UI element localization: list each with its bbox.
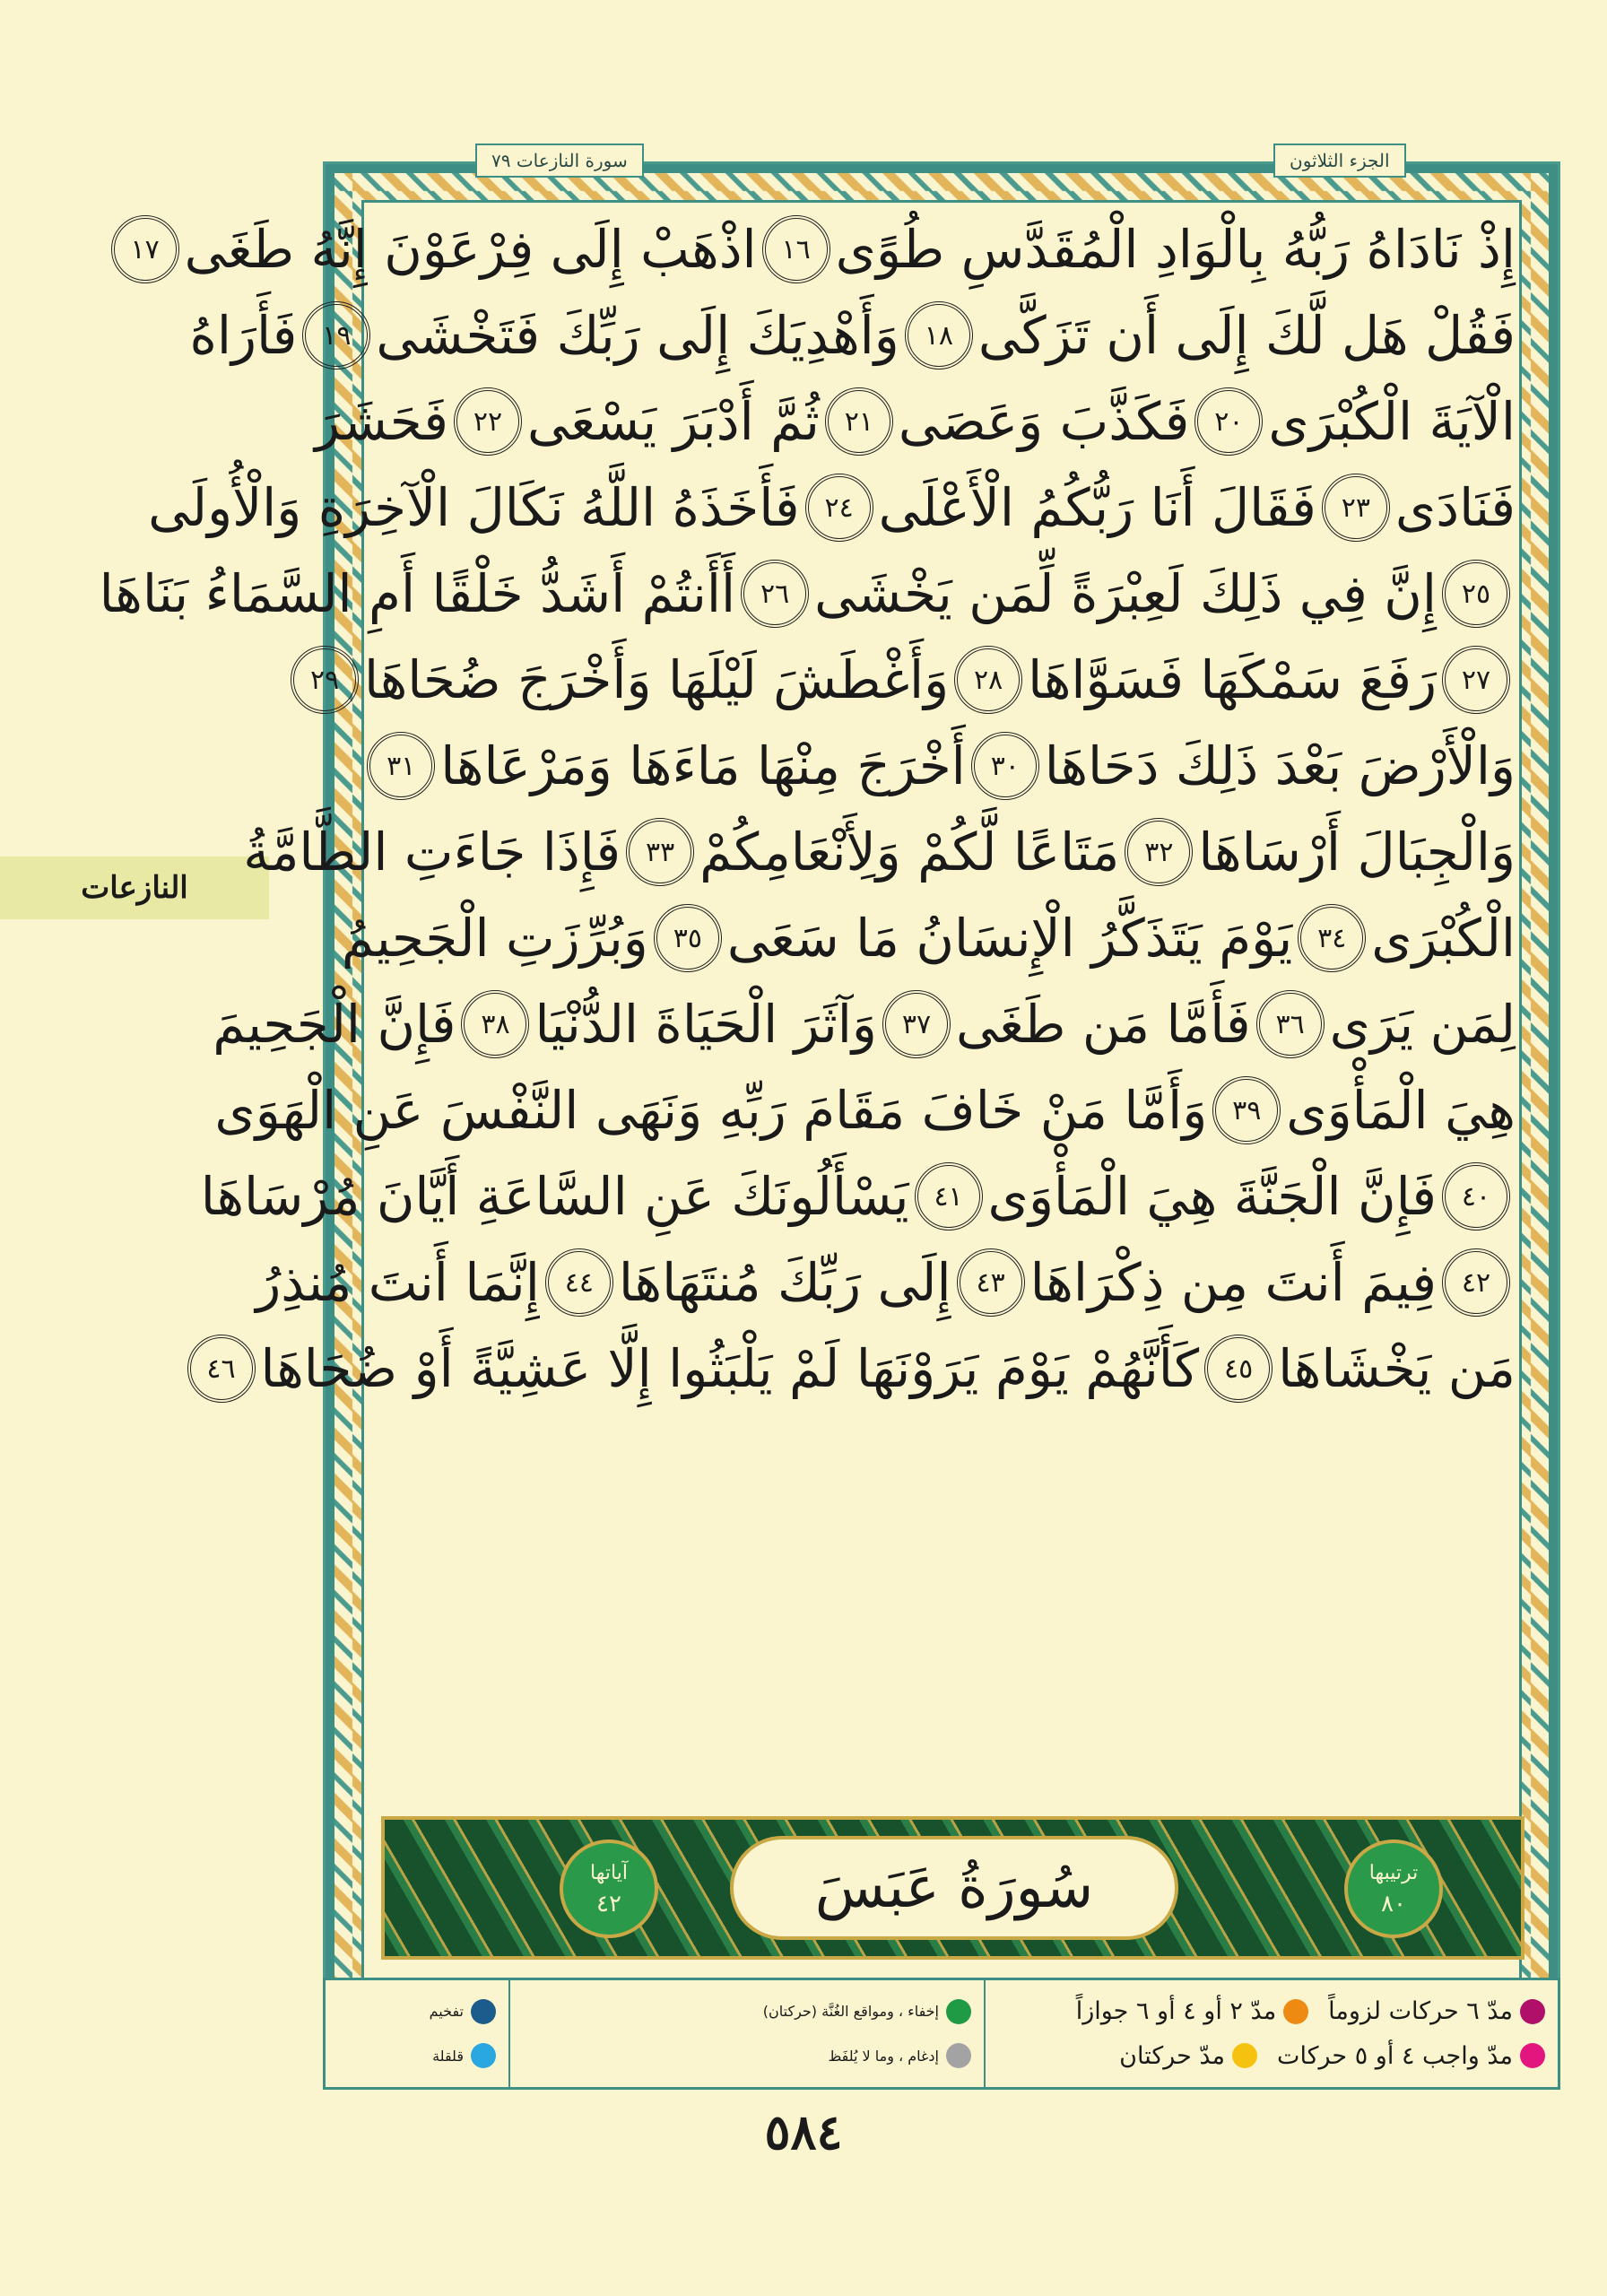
verse-line — [243, 809, 1516, 895]
verse-text: إِذْ نَادَاهُ رَبُّهُ بِالْوَادِ الْمُقَدَّسِ طُوًى — [835, 219, 1516, 280]
banner-surah-title: سُورَةُ عَبَسَ — [730, 1836, 1178, 1940]
verse-text: الْكُبْرَى — [1371, 908, 1516, 969]
color-dot-icon — [1232, 2043, 1257, 2068]
verses-value: ٤٢ — [596, 1891, 621, 1918]
verse-text: مَتَاعًا لَّكُمْ وَلِأَنْعَامِكُمْ — [699, 822, 1120, 883]
verse-text: فَإِنَّ الْجَنَّةَ هِيَ الْمَأْوَى — [987, 1166, 1437, 1227]
next-surah-banner — [381, 1816, 1524, 1960]
verse-line — [341, 895, 1516, 981]
verse-text: فَأَرَاهُ — [189, 305, 298, 366]
verse-text: اذْهَبْ إِلَى فِرْعَوْنَ إِنَّهُ طَغَى — [184, 219, 757, 280]
ayah-number-marker: ٣١ — [367, 732, 435, 800]
verse-text: هِيَ الْمَأْوَى — [1286, 1080, 1516, 1141]
ayah-number-marker: ٤٠ — [1442, 1162, 1510, 1231]
order-label: ترتيبها — [1368, 1862, 1419, 1884]
legend-label: مدّ واجب ٤ أو ٥ حركات — [1277, 2041, 1513, 2070]
verse-line — [368, 723, 1516, 809]
verse-line — [214, 1067, 1516, 1153]
verse-line — [315, 378, 1516, 465]
verse-line — [213, 981, 1516, 1067]
verse-line — [206, 1326, 1516, 1412]
verse-text: الْآيَةَ الْكُبْرَى — [1268, 391, 1516, 452]
verse-text: وَالْأَرْضَ بَعْدَ ذَلِكَ دَحَاهَا — [1044, 735, 1516, 796]
ayah-number-marker: ٣٠ — [971, 732, 1039, 800]
ayah-number-marker: ٢٨ — [954, 646, 1022, 714]
legend-label: تفخيم — [429, 2003, 464, 2021]
verse-line — [99, 551, 1516, 637]
ayah-number-marker: ٤١ — [915, 1162, 983, 1231]
ayah-number-marker: ٣٧ — [882, 990, 951, 1058]
verse-line — [256, 1239, 1516, 1326]
ayah-number-marker: ٤٢ — [1442, 1248, 1510, 1317]
legend-label: إخفاء ، ومواقع الغُنَّة (حركتان) — [762, 2003, 939, 2021]
color-dot-icon — [946, 2043, 971, 2068]
ayah-number-marker: ٢٦ — [741, 560, 809, 628]
verse-line — [148, 465, 1516, 551]
color-dot-icon — [1520, 1999, 1545, 2024]
legend-col-ghunna — [508, 1980, 984, 2087]
verse-text: رَفَعَ سَمْكَهَا فَسَوَّاهَا — [1028, 649, 1437, 710]
ayah-number-marker: ٢٠ — [1194, 387, 1263, 456]
color-dot-icon — [1283, 1999, 1308, 2024]
ayah-number-marker: ٢٣ — [1322, 474, 1390, 542]
ayah-number-marker: ٣٦ — [1256, 990, 1325, 1058]
verse-text: فَأَمَّا مَن طَغَى — [955, 994, 1251, 1055]
verse-text: إِنَّمَا أَنتَ مُنذِرُ — [256, 1252, 540, 1313]
verse-text: يَوْمَ يَتَذَكَّرُ الْإِنسَانُ مَا سَعَى — [726, 908, 1293, 969]
ayah-number-marker: ٣٢ — [1125, 818, 1193, 886]
ayah-number-marker: ١٩ — [302, 301, 370, 370]
ayah-number-marker: ٢٢ — [454, 387, 522, 456]
verse-line — [130, 206, 1516, 292]
legend-label: قلقلة — [432, 2047, 464, 2065]
color-dot-icon — [1520, 2043, 1545, 2068]
verse-text: فَأَخَذَهُ اللَّهُ نَكَالَ الْآخِرَةِ وَالْأُولَى — [148, 477, 800, 538]
verse-text: إِنَّ فِي ذَلِكَ لَعِبْرَةً لِّمَن يَخْشَى — [814, 563, 1437, 624]
verse-text: فَإِذَا جَاءَتِ الطَّامَّةُ — [243, 822, 621, 883]
ayah-number-marker: ٣٨ — [461, 990, 529, 1058]
ayah-number-marker: ١٦ — [762, 215, 830, 283]
verse-text: إِلَى رَبِّكَ مُنتَهَاهَا — [618, 1252, 951, 1313]
ayah-number-marker: ١٧ — [111, 215, 179, 283]
verse-line — [189, 292, 1516, 378]
ayah-number-marker: ٢٥ — [1442, 560, 1510, 628]
ayah-number-marker: ٤٤ — [545, 1248, 613, 1317]
legend-label: إدغام ، وما لا يُلفَظ — [828, 2047, 939, 2065]
verse-line — [309, 637, 1516, 723]
legend-label: مدّ حركتان — [1119, 2041, 1226, 2070]
color-dot-icon — [946, 1999, 971, 2024]
color-dot-icon — [471, 2043, 496, 2068]
verse-text: لِمَن يَرَى — [1329, 994, 1516, 1055]
verse-text: أَخْرَجَ مِنْهَا مَاءَهَا وَمَرْعَاهَا — [440, 735, 966, 796]
ayah-number-marker: ٤٦ — [187, 1335, 256, 1403]
surah-order-badge — [1344, 1839, 1443, 1938]
verse-text: فَكَذَّبَ وَعَصَى — [898, 391, 1190, 452]
verse-text: وَأَهْدِيَكَ إِلَى رَبِّكَ فَتَخْشَى — [376, 305, 899, 366]
juz-label: الجزء الثلاثون — [1273, 144, 1406, 178]
verse-line — [200, 1153, 1516, 1239]
ayah-number-marker: ٢٤ — [805, 474, 873, 542]
ayah-number-marker: ٣٥ — [654, 904, 722, 972]
verse-text: كَأَنَّهُمْ يَوْمَ يَرَوْنَهَا لَمْ يَلْبَثُوا إِلَّا عَشِيَّةً أَوْ ضُحَاهَا — [260, 1338, 1200, 1399]
legend-label: مدّ ٦ حركات لزوماً — [1328, 1997, 1513, 2026]
ayah-number-marker: ٢١ — [825, 387, 893, 456]
verse-text: وَأَمَّا مَنْ خَافَ مَقَامَ رَبِّهِ وَنَهَى النَّفْسَ عَنِ الْهَوَى — [214, 1080, 1208, 1141]
ayah-number-marker: ١٨ — [905, 301, 973, 370]
legend-col-madd — [984, 1980, 1558, 2087]
ayah-number-marker: ٤٣ — [957, 1248, 1025, 1317]
verse-text: فَحَشَرَ — [315, 391, 448, 452]
ayah-number-marker: ٢٧ — [1442, 646, 1510, 714]
order-value: ٨٠ — [1381, 1891, 1406, 1918]
ayah-number-marker: ٣٩ — [1212, 1076, 1281, 1144]
verse-text: ثُمَّ أَدْبَرَ يَسْعَى — [526, 391, 820, 452]
verse-text: وَآثَرَ الْحَيَاةَ الدُّنْيَا — [534, 994, 877, 1055]
color-dot-icon — [471, 1999, 496, 2024]
verse-text: فَقَالَ أَنَا رَبُّكُمُ الْأَعْلَى — [878, 477, 1316, 538]
verse-count-badge — [560, 1839, 658, 1938]
verse-text: وَأَغْطَشَ لَيْلَهَا وَأَخْرَجَ ضُحَاهَا — [364, 649, 950, 710]
verse-text: فَإِنَّ الْجَحِيمَ — [213, 994, 456, 1055]
surah-header-label: سورة النازعات ٧٩ — [475, 144, 644, 178]
ayah-number-marker: ٣٣ — [626, 818, 694, 886]
verse-text: يَسْأَلُونَكَ عَنِ السَّاعَةِ أَيَّانَ مُرْسَاهَا — [200, 1166, 909, 1227]
verse-text: وَالْجِبَالَ أَرْسَاهَا — [1198, 822, 1516, 883]
tajweed-legend — [323, 1978, 1560, 2090]
verse-text: مَن يَخْشَاهَا — [1278, 1338, 1516, 1399]
verses-label: آياتها — [590, 1862, 628, 1884]
verse-text: فِيمَ أَنتَ مِن ذِكْرَاهَا — [1029, 1252, 1437, 1313]
verse-text: فَنَادَى — [1394, 477, 1516, 538]
verse-text: أَأَنتُمْ أَشَدُّ خَلْقًا أَمِ السَّمَاءُ بَنَاهَا — [99, 563, 736, 624]
verse-text: وَبُرِّزَتِ الْجَحِيمُ — [341, 908, 648, 969]
page-number: ٥٨٤ — [764, 2103, 843, 2161]
ayah-number-marker: ٢٩ — [291, 646, 359, 714]
surah-name-tab: النازعات — [0, 857, 269, 919]
ayah-number-marker: ٣٤ — [1298, 904, 1366, 972]
legend-col-tafkhim — [326, 1980, 508, 2087]
legend-row — [998, 1997, 1545, 2025]
verse-text: فَقُلْ هَل لَّكَ إِلَى أَن تَزَكَّى — [977, 305, 1516, 366]
legend-label: مدّ ٢ أو ٤ أو ٦ جوازاً — [1075, 1997, 1277, 2026]
legend-row — [998, 2042, 1545, 2070]
ayah-number-marker: ٤٥ — [1204, 1335, 1273, 1403]
